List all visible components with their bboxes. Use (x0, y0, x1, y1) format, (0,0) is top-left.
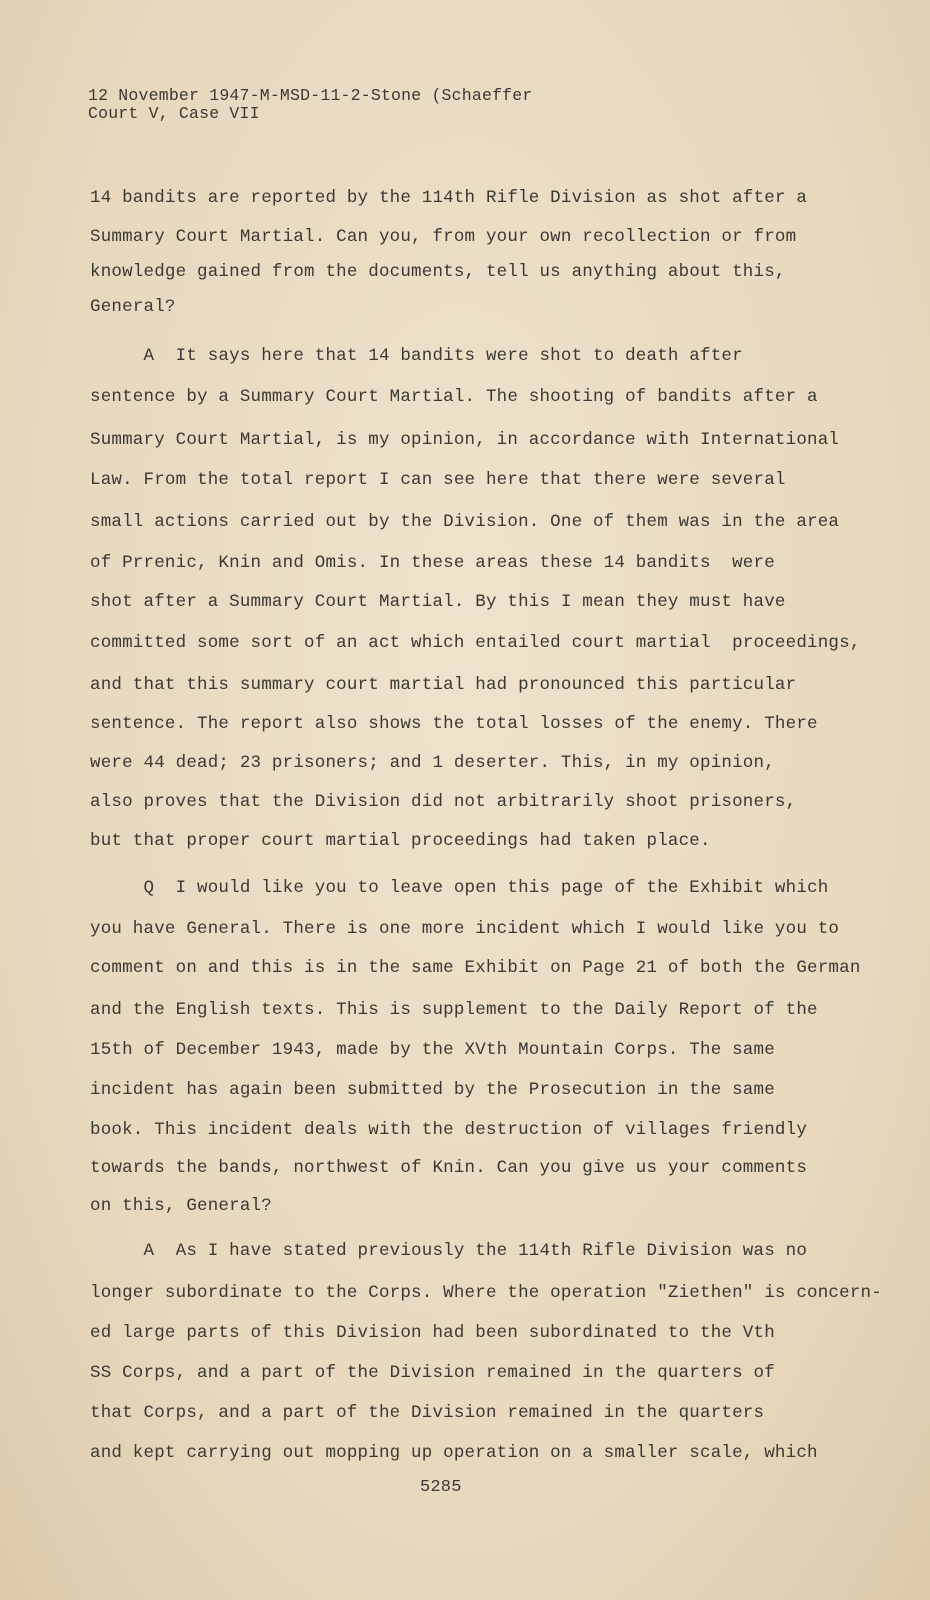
body-line: SS Corps, and a part of the Division remained in the quarters of (90, 1363, 775, 1383)
body-line: Summary Court Martial. Can you, from your own recollection or from (90, 227, 797, 247)
body-line: Summary Court Martial, is my opinion, in accordance with International (90, 430, 840, 450)
body-line: sentence by a Summary Court Martial. The shooting of bandits after a (90, 387, 818, 407)
body-line: 14 bandits are reported by the 114th Rifle Division as shot after a (90, 188, 808, 208)
body-line: ed large parts of this Division had been subordinated to the Vth (90, 1323, 775, 1343)
body-line: but that proper court martial proceedings had taken place. (90, 831, 711, 851)
body-line: Q I would like you to leave open this page of the Exhibit which (90, 878, 829, 898)
body-line: that Corps, and a part of the Division remained in the quarters (90, 1403, 765, 1423)
page-number: 5285 (420, 1478, 462, 1497)
body-line: General? (90, 297, 176, 317)
body-line: incident has again been submitted by the Prosecution in the same (90, 1080, 775, 1100)
body-line: Law. From the total report I can see here that there were several (90, 470, 786, 490)
body-line: A As I have stated previously the 114th Rifle Division was no (90, 1241, 808, 1261)
body-line: sentence. The report also shows the total losses of the enemy. There (90, 714, 818, 734)
body-line: book. This incident deals with the destruction of villages friendly (90, 1120, 808, 1140)
header-line-2: Court V, Case VII (88, 104, 260, 123)
body-line: small actions carried out by the Division. One of them was in the area (90, 512, 840, 532)
body-line: committed some sort of an act which entailed court martial proceedings, (90, 633, 861, 653)
body-line: you have General. There is one more incident which I would like you to (90, 919, 840, 939)
body-line: 15th of December 1943, made by the XVth Mountain Corps. The same (90, 1040, 775, 1060)
body-line: comment on and this is in the same Exhibit on Page 21 of both the German (90, 958, 861, 978)
body-line: longer subordinate to the Corps. Where the operation "Ziethen" is concern- (90, 1283, 882, 1303)
body-line: and kept carrying out mopping up operation on a smaller scale, which (90, 1443, 818, 1463)
header-line-1: 12 November 1947-M-MSD-11-2-Stone (Schaeffer (88, 86, 533, 105)
body-line: and the English texts. This is supplement to the Daily Report of the (90, 1000, 818, 1020)
body-line: and that this summary court martial had pronounced this particular (90, 675, 797, 695)
body-line: also proves that the Division did not arbitrarily shoot prisoners, (90, 792, 797, 812)
body-line: shot after a Summary Court Martial. By this I mean they must have (90, 592, 786, 612)
body-line: towards the bands, northwest of Knin. Can you give us your comments (90, 1158, 808, 1178)
body-line: on this, General? (90, 1196, 272, 1216)
body-line: of Prrenic, Knin and Omis. In these areas these 14 bandits were (90, 553, 775, 573)
body-line: knowledge gained from the documents, tell us anything about this, (90, 262, 786, 282)
body-line: A It says here that 14 bandits were shot to death after (90, 346, 743, 366)
body-line: were 44 dead; 23 prisoners; and 1 deserter. This, in my opinion, (90, 753, 775, 773)
